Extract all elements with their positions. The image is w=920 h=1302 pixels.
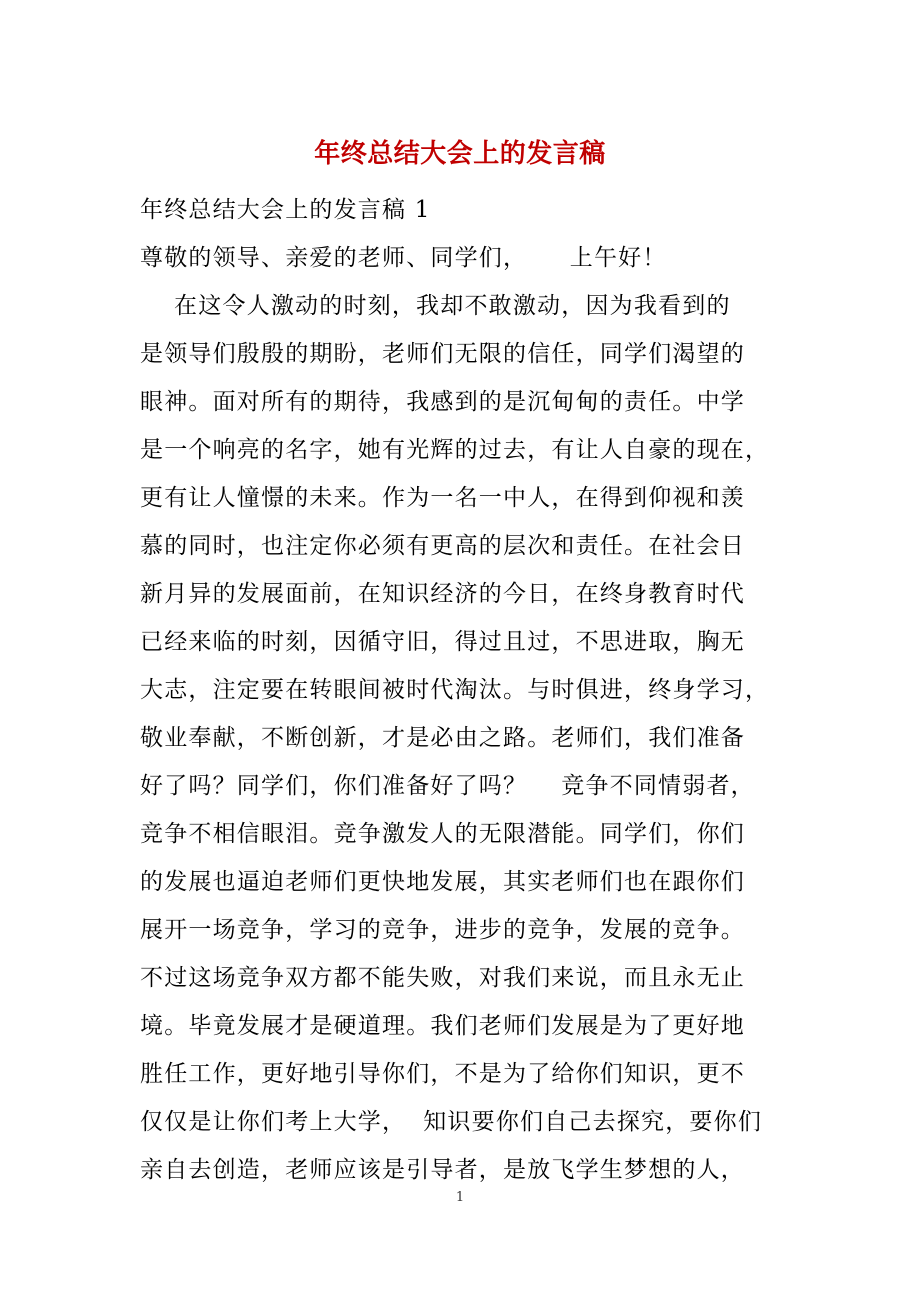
body-line: 是一个响亮的名字，她有光辉的过去，有让人自豪的现在， xyxy=(140,437,770,463)
body-line: 是领导们殷殷的期盼，老师们无限的信任，同学们渴望的 xyxy=(140,341,745,367)
body-line: 境。毕竟发展才是硬道理。我们老师们发展是为了更好地 xyxy=(140,1013,745,1039)
document-title: 年终总结大会上的发言稿 xyxy=(314,139,606,169)
body-line: 大志，注定要在转眼间被时代淘汰。与时俱进，终身学习， xyxy=(140,677,770,703)
body-line: 竞争不相信眼泪。竞争激发人的无限潜能。同学们，你们 xyxy=(140,821,745,847)
section-heading: 年终总结大会上的发言稿 1 xyxy=(140,197,431,223)
greeting-line: 尊敬的领导、亲爱的老师、同学们， 上午好！ xyxy=(140,245,667,271)
body-line: 不过这场竞争双方都不能失败，对我们来说，而且永无止 xyxy=(140,965,745,991)
body-line: 更有让人憧憬的未来。作为一名一中人，在得到仰视和羡 xyxy=(140,485,745,511)
body-line: 好了吗？同学们，你们准备好了吗？ 竞争不同情弱者， xyxy=(140,773,755,799)
body-line: 新月异的发展面前，在知识经济的今日，在终身教育时代 xyxy=(140,581,745,607)
body-line: 的发展也逼迫老师们更快地发展，其实老师们也在跟你们 xyxy=(140,869,745,895)
body-line: 仅仅是让你们考上大学， 知识要你们自己去探究，要你们 xyxy=(140,1109,763,1135)
body-line: 胜任工作，更好地引导你们，不是为了给你们知识，更不 xyxy=(140,1061,745,1087)
body-line: 已经来临的时刻，因循守旧，得过且过，不思进取，胸无 xyxy=(140,629,745,655)
body-line: 在这令人激动的时刻，我却不敢激动，因为我看到的 xyxy=(140,293,731,319)
body-line: 眼神。面对所有的期待，我感到的是沉甸甸的责任。中学 xyxy=(140,389,745,415)
body-line: 慕的同时，也注定你必须有更高的层次和责任。在社会日 xyxy=(140,533,745,559)
body-line: 展开一场竞争，学习的竞争，进步的竞争，发展的竞争。 xyxy=(140,917,745,943)
body-line: 亲自去创造，老师应该是引导者，是放飞学生梦想的人， xyxy=(140,1157,745,1183)
body-line: 敬业奉献，不断创新，才是必由之路。老师们，我们准备 xyxy=(140,725,745,751)
page-number: 1 xyxy=(455,1190,465,1205)
